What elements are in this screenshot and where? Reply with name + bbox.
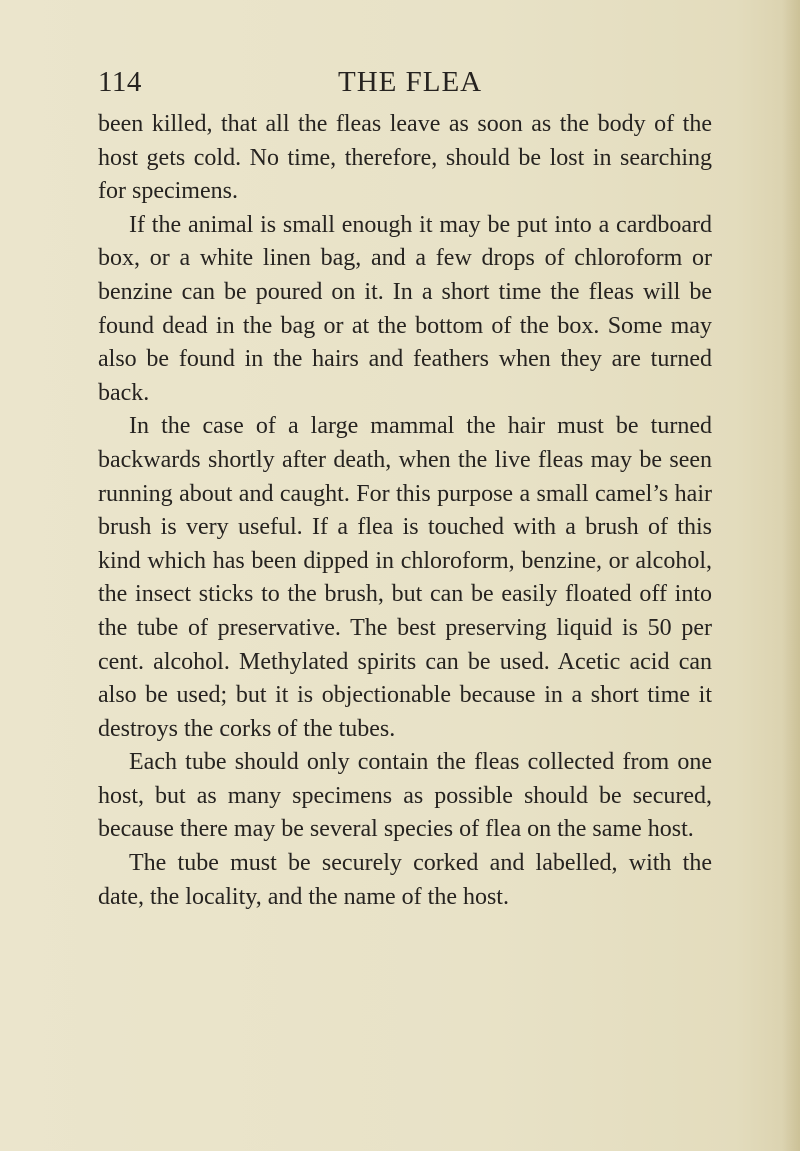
page-header bbox=[98, 54, 712, 104]
page-edge-shadow bbox=[782, 0, 800, 1151]
paragraph: If the animal is small enough it may be put into a cardboard box, or a white linen bag, and a few drops of chloroform or benzine can be poured on it. In a short time the fleas will be found dead in the bag or at the bottom of the box. Some may also be found in the hairs and feathers when they are turned back. bbox=[98, 211, 712, 406]
paragraph-continued: been killed, that all the fleas leave as soon as the body of the host gets cold. No time, therefore, should be lost in searching for specimens. bbox=[98, 111, 712, 205]
body-text bbox=[98, 108, 712, 914]
running-head: THE FLEA bbox=[338, 66, 483, 98]
paragraph: In the case of a large mammal the hair must be turned backwards shortly after death, when the live fleas may be seen running about and caught. For this purpose a small camel’s hair brush is very useful. If a flea is touched with a brush of this kind which has been dipped in chloroform, benzine, or alcohol, the insect sticks to the brush, but can be easily floated off into the tube of preservative. The best preserving liquid is 50 per cent. alcohol. Methylated spirits can be used. Acetic acid can also be used; but it is objectionable because in a short time it destroys the corks of the tubes. bbox=[98, 413, 712, 742]
paragraph: Each tube should only contain the fleas collected from one host, but as many specimens as possible should be secured, because there may be several species of flea on the same host. bbox=[98, 749, 712, 843]
page-number: 114 bbox=[98, 66, 142, 98]
paragraph: The tube must be securely corked and labelled, with the date, the locality, and the name of the host. bbox=[98, 850, 712, 910]
